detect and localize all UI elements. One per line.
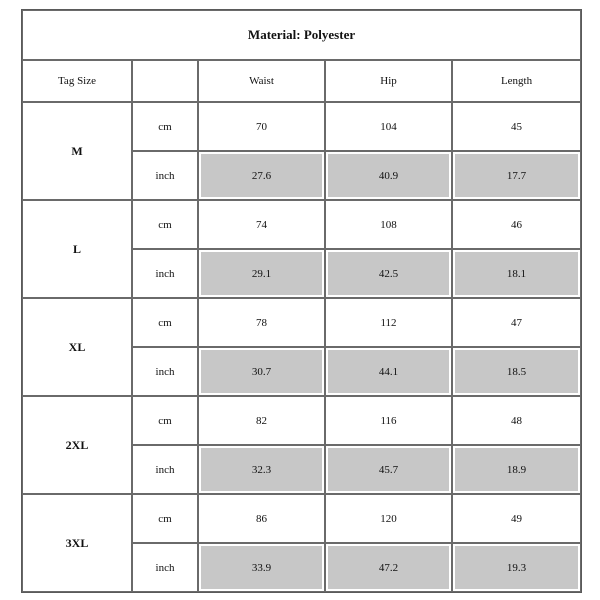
length-cm: 49 [452, 494, 581, 543]
waist-cm: 78 [198, 298, 325, 347]
waist-cm: 82 [198, 396, 325, 445]
unit-label: cm [132, 200, 198, 249]
hip-inch: 47.2 [325, 543, 452, 592]
table-row [22, 396, 581, 445]
waist-cm: 70 [198, 102, 325, 151]
hip-inch: 44.1 [325, 347, 452, 396]
size-chart [21, 9, 580, 591]
hip-inch: 40.9 [325, 151, 452, 200]
hip-inch: 45.7 [325, 445, 452, 494]
length-header: Length [452, 60, 581, 102]
unit-label: inch [132, 249, 198, 298]
size-label: XL [22, 298, 132, 396]
hip-cm: 120 [325, 494, 452, 543]
waist-inch: 27.6 [198, 151, 325, 200]
hip-inch: 42.5 [325, 249, 452, 298]
table-title: Material: Polyester [22, 10, 581, 60]
size-label: M [22, 102, 132, 200]
table-row [22, 102, 581, 151]
tag-size-header: Tag Size [22, 60, 132, 102]
unit-header [132, 60, 198, 102]
waist-header: Waist [198, 60, 325, 102]
length-inch: 18.9 [452, 445, 581, 494]
hip-header: Hip [325, 60, 452, 102]
size-label: 3XL [22, 494, 132, 592]
unit-label: inch [132, 151, 198, 200]
waist-cm: 86 [198, 494, 325, 543]
unit-label: cm [132, 396, 198, 445]
length-cm: 48 [452, 396, 581, 445]
table-row [22, 200, 581, 249]
size-label: L [22, 200, 132, 298]
unit-label: cm [132, 102, 198, 151]
waist-inch: 32.3 [198, 445, 325, 494]
length-cm: 45 [452, 102, 581, 151]
length-inch: 17.7 [452, 151, 581, 200]
unit-label: inch [132, 543, 198, 592]
size-label: 2XL [22, 396, 132, 494]
length-cm: 46 [452, 200, 581, 249]
hip-cm: 108 [325, 200, 452, 249]
length-inch: 18.1 [452, 249, 581, 298]
title-row [22, 10, 581, 60]
unit-label: inch [132, 347, 198, 396]
length-inch: 18.5 [452, 347, 581, 396]
hip-cm: 112 [325, 298, 452, 347]
header-row [22, 60, 581, 102]
size-table [21, 9, 582, 593]
length-inch: 19.3 [452, 543, 581, 592]
table-row [22, 494, 581, 543]
hip-cm: 116 [325, 396, 452, 445]
hip-cm: 104 [325, 102, 452, 151]
unit-label: cm [132, 298, 198, 347]
waist-cm: 74 [198, 200, 325, 249]
unit-label: cm [132, 494, 198, 543]
table-row [22, 298, 581, 347]
waist-inch: 29.1 [198, 249, 325, 298]
unit-label: inch [132, 445, 198, 494]
waist-inch: 33.9 [198, 543, 325, 592]
length-cm: 47 [452, 298, 581, 347]
waist-inch: 30.7 [198, 347, 325, 396]
